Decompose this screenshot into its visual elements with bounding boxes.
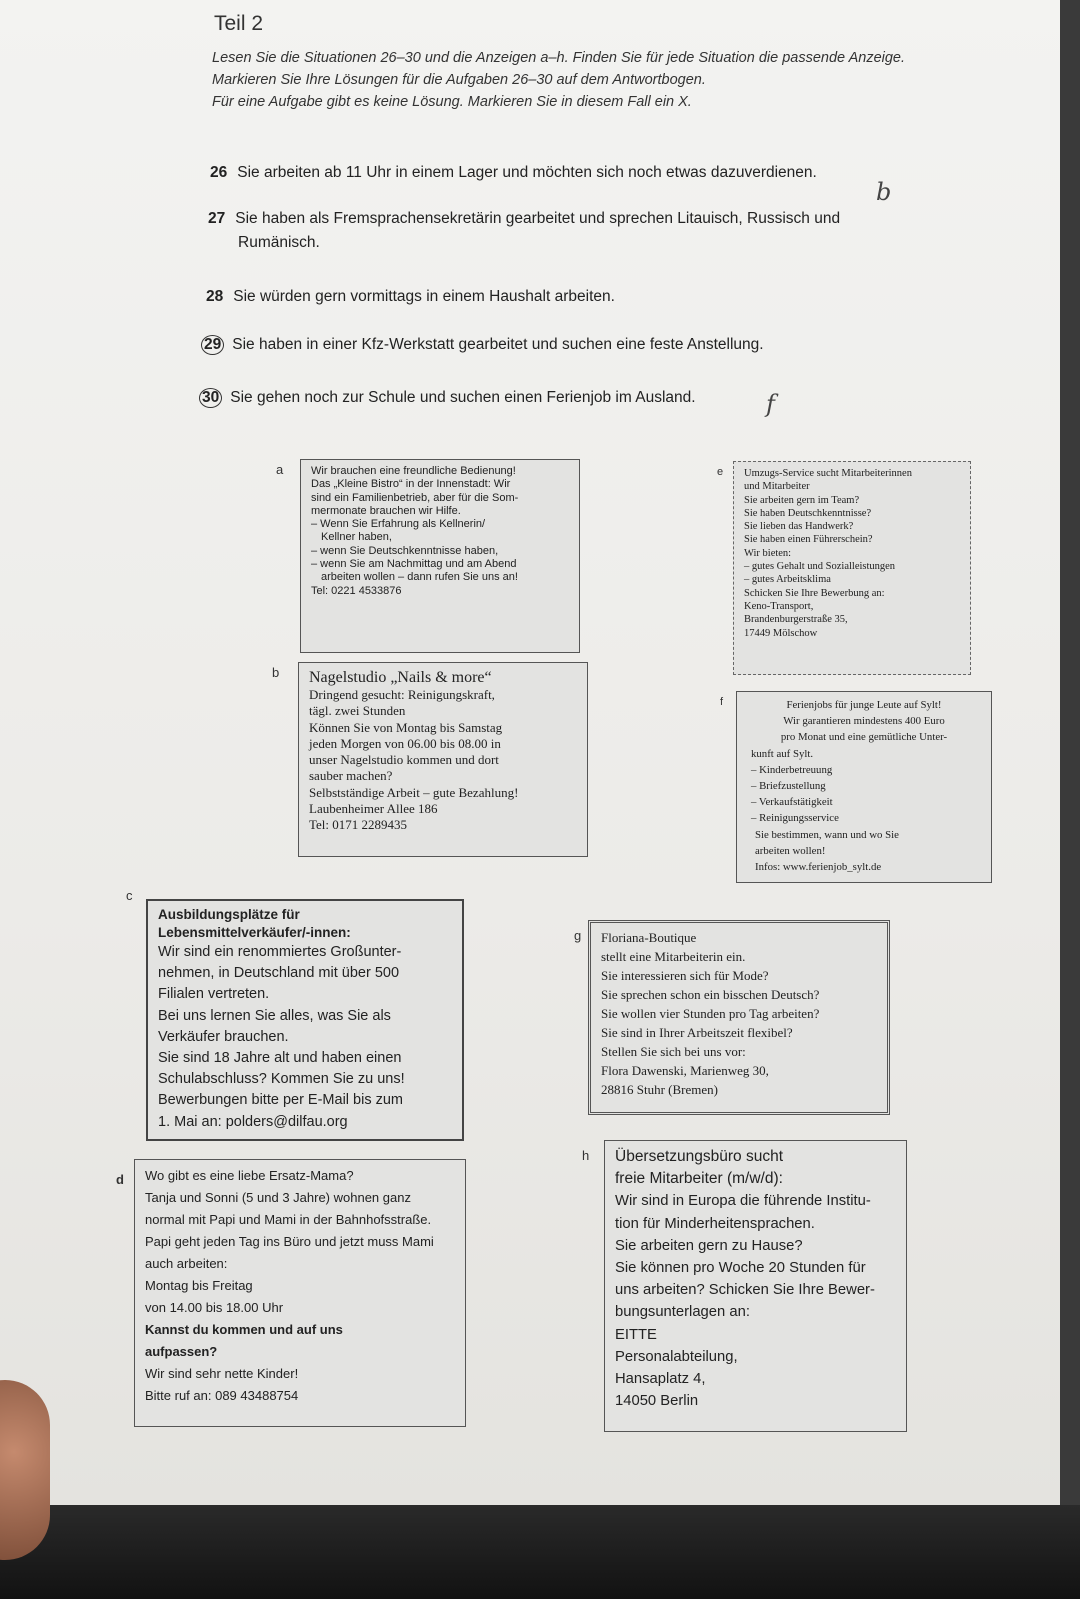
ad-line: – Briefzustellung xyxy=(751,780,826,793)
ad-line: sind ein Familienbetrieb, aber für die Som- xyxy=(311,491,519,504)
ad-line: – wenn Sie am Nachmittag und am Abend xyxy=(311,558,517,571)
ad-line: Tanja und Sonni (5 und 3 Jahre) wohnen ganz xyxy=(145,1190,411,1205)
ad-line: – Kinderbetreuung xyxy=(751,763,833,776)
ad-line: tion für Minderheitensprachen. xyxy=(615,1215,815,1232)
ad-line: Ferienjobs für junge Leute auf Sylt! xyxy=(786,699,942,711)
ad-line: auch arbeiten: xyxy=(145,1256,228,1271)
task-26 xyxy=(210,164,817,182)
ad-e-umzug xyxy=(733,461,971,675)
ad-line: Bewerbungen bitte per E-Mail bis zum xyxy=(158,1092,404,1109)
ad-line: Sie arbeiten gern im Team? xyxy=(744,494,860,506)
ad-line: Sie arbeiten gern zu Hause? xyxy=(615,1237,803,1254)
ad-line: Verkäufer brauchen. xyxy=(158,1028,289,1045)
ad-line: tägl. zwei Stunden xyxy=(309,703,406,719)
ad-line: uns arbeiten? Schicken Sie Ihre Bewer- xyxy=(615,1282,875,1299)
ad-title: Nagelstudio „Nails & more“ xyxy=(309,669,492,686)
ad-line: 17449 Mölschow xyxy=(744,627,818,639)
ad-line: Laubenheimer Allee 186 xyxy=(309,801,438,817)
ad-title: Lebensmittelverkäufer/-innen: xyxy=(158,925,351,940)
ad-line: Sie sind in Ihrer Arbeitszeit flexibel? xyxy=(601,1025,793,1040)
task-28 xyxy=(206,288,615,306)
ad-line: – Wenn Sie Erfahrung als Kellnerin/ xyxy=(311,518,486,531)
ad-letter-c: c xyxy=(126,888,133,903)
ad-line: Stellen Sie sich bei uns vor: xyxy=(601,1044,746,1059)
ad-line: 28816 Stuhr (Bremen) xyxy=(601,1082,718,1097)
task-number-circled: 29 xyxy=(201,335,224,355)
ad-line: Bei uns lernen Sie alles, was Sie als xyxy=(158,1007,391,1024)
ad-h-uebersetzung xyxy=(604,1140,907,1432)
ad-line: – wenn Sie Deutschkenntnisse haben, xyxy=(311,544,499,557)
ad-line: Sie können pro Woche 20 Stunden für xyxy=(615,1260,866,1277)
ad-line: normal mit Papi und Mami in der Bahnhofsstraße. xyxy=(145,1212,432,1227)
handwritten-answer-30: f xyxy=(766,390,775,418)
ad-line: Hansaplatz 4, xyxy=(615,1371,706,1388)
ad-title: Ausbildungsplätze für xyxy=(158,907,300,922)
desk-background xyxy=(0,1505,1080,1599)
ad-line: – Verkaufstätigkeit xyxy=(751,796,833,809)
task-number: 28 xyxy=(206,288,224,305)
ad-line: und Mitarbeiter xyxy=(744,481,810,493)
instruction-line-1: Lesen Sie die Situationen 26–30 und die Anzeigen a–h. Finden Sie für jede Situation die passende Anzeige. xyxy=(212,50,906,66)
ad-line: Wir sind sehr nette Kinder! xyxy=(145,1366,299,1381)
ad-line: Keno-Transport, xyxy=(744,600,814,612)
task-27-continued: Rumänisch. xyxy=(238,234,320,251)
ad-a-bistro xyxy=(300,459,580,653)
ad-c-ausbildung xyxy=(146,899,464,1141)
ad-line: Sie wollen vier Stunden pro Tag arbeiten? xyxy=(601,1006,820,1021)
finger-shape xyxy=(0,1380,50,1560)
ad-line: sauber machen? xyxy=(309,768,393,784)
ad-line: Wir sind in Europa die führende Institu- xyxy=(615,1193,871,1210)
ad-line: Montag bis Freitag xyxy=(145,1278,253,1293)
ad-line: Dringend gesucht: Reinigungskraft, xyxy=(309,687,495,702)
task-text: Sie haben als Fremsprachensekretärin gearbeitet und sprechen Litauisch, Russisch und xyxy=(235,210,841,227)
ad-title: Übersetzungsbüro sucht xyxy=(615,1148,784,1165)
ad-letter-d: d xyxy=(116,1172,124,1187)
ad-line: Sie sprechen schon ein bisschen Deutsch? xyxy=(601,987,820,1002)
task-text: Sie haben in einer Kfz-Werkstatt gearbeitet und suchen eine feste Anstellung. xyxy=(232,336,764,353)
task-text: Sie würden gern vormittags in einem Haushalt arbeiten. xyxy=(233,288,615,305)
ad-line: Schulabschluss? Kommen Sie zu uns! xyxy=(158,1071,405,1088)
task-text: Sie gehen noch zur Schule und suchen einen Ferienjob im Ausland. xyxy=(230,389,696,406)
instruction-line-3: Für eine Aufgabe gibt es keine Lösung. Markieren Sie in diesem Fall ein X. xyxy=(212,94,692,110)
ad-b-nagelstudio xyxy=(298,662,588,857)
ad-line: Brandenburgerstraße 35, xyxy=(744,614,848,626)
ad-line: Umzugs-Service sucht Mitarbeiterinnen xyxy=(744,468,912,479)
ad-line: 14050 Berlin xyxy=(615,1393,699,1410)
ad-letter-e: e xyxy=(717,466,724,478)
handwritten-answer-26: b xyxy=(876,178,892,206)
task-number: 26 xyxy=(210,164,228,181)
ad-line: Schicken Sie Ihre Bewerbung an: xyxy=(744,587,885,599)
ad-line: Sie interessieren sich für Mode? xyxy=(601,968,769,983)
ad-line: Flora Dawenski, Marienweg 30, xyxy=(601,1063,769,1078)
ad-line: Das „Kleine Bistro“ in der Innenstadt: Wir xyxy=(311,478,511,491)
ad-line: Tel: 0171 2289435 xyxy=(309,817,408,833)
ad-line: Personalabteilung, xyxy=(615,1348,738,1365)
ad-line: Wir brauchen eine freundliche Bedienung! xyxy=(311,465,516,477)
ad-line: Kellner haben, xyxy=(321,531,392,544)
task-text: Sie arbeiten ab 11 Uhr in einem Lager und möchten sich noch etwas dazuverdienen. xyxy=(237,164,817,181)
ad-line: stellt eine Mitarbeiterin ein. xyxy=(601,949,746,964)
ad-line: Wo gibt es eine liebe Ersatz-Mama? xyxy=(145,1168,354,1183)
ad-line: nehmen, in Deutschland mit über 500 xyxy=(158,965,400,982)
ad-letter-g: g xyxy=(574,928,582,943)
ad-line: Selbstständige Arbeit – gute Bezahlung! xyxy=(309,784,519,800)
ad-line: Sie lieben das Handwerk? xyxy=(744,521,854,533)
ad-line: jeden Morgen von 06.00 bis 08.00 in xyxy=(309,735,501,751)
ad-line: Wir sind ein renommiertes Großunter- xyxy=(158,944,402,960)
ad-line: von 14.00 bis 18.00 Uhr xyxy=(145,1300,284,1315)
task-29 xyxy=(201,335,764,355)
ad-d-ersatz-mama xyxy=(134,1159,466,1427)
ad-line: – Reinigungsservice xyxy=(751,812,839,825)
ad-line: Bitte ruf an: 089 43488754 xyxy=(145,1388,299,1403)
ad-letter-a: a xyxy=(276,462,284,477)
ad-line: 1. Mai an: polders@dilfau.org xyxy=(158,1113,348,1130)
task-27 xyxy=(208,210,840,228)
ad-line: Sie haben einen Führerschein? xyxy=(744,534,873,546)
ad-line: Sie sind 18 Jahre alt und haben einen xyxy=(158,1050,402,1067)
ad-line: pro Monat und eine gemütliche Unter- xyxy=(780,731,948,744)
ad-line: bungsunterlagen an: xyxy=(615,1304,750,1321)
ad-line: unser Nagelstudio kommen und dort xyxy=(309,752,499,768)
ad-line: Tel: 0221 4533876 xyxy=(311,584,402,597)
ad-line: Papi geht jeden Tag ins Büro und jetzt muss Mami xyxy=(145,1234,434,1249)
ad-letter-b: b xyxy=(272,665,280,680)
ad-line: kunft auf Sylt. xyxy=(751,747,814,760)
ad-line: Können Sie von Montag bis Samstag xyxy=(309,719,503,735)
ad-emphasis: aufpassen? xyxy=(145,1344,218,1359)
ad-line: mermonate brauchen wir Hilfe. xyxy=(311,504,461,517)
task-number-circled: 30 xyxy=(199,388,222,408)
ad-emphasis: Kannst du kommen und auf uns xyxy=(145,1322,343,1337)
ad-line: Floriana-Boutique xyxy=(601,930,697,945)
section-title: Teil 2 xyxy=(214,12,264,35)
task-number: 27 xyxy=(208,210,226,227)
ad-f-ferienjobs xyxy=(736,691,992,883)
ad-line: Wir bieten: xyxy=(744,547,792,559)
ad-letter-f: f xyxy=(720,696,724,708)
ad-line: Filialen vertreten. xyxy=(158,986,270,1003)
ad-line: Wir garantieren mindestens 400 Euro xyxy=(783,715,945,728)
ad-line: Sie haben Deutschkenntnisse? xyxy=(744,507,872,519)
ad-line: – gutes Arbeitsklima xyxy=(744,574,831,586)
instruction-line-2: Markieren Sie Ihre Lösungen für die Aufgaben 26–30 auf dem Antwortbogen. xyxy=(212,72,706,88)
ad-g-boutique xyxy=(588,920,890,1115)
ad-line: Sie bestimmen, wann und wo Sie xyxy=(755,828,899,841)
ad-line: arbeiten wollen! xyxy=(755,844,826,857)
ad-letter-h: h xyxy=(582,1148,590,1163)
ad-line: EITTE xyxy=(615,1326,657,1343)
ad-title: freie Mitarbeiter (m/w/d): xyxy=(615,1170,783,1188)
ad-line: Infos: www.ferienjob_sylt.de xyxy=(755,861,882,874)
ad-line: arbeiten wollen – dann rufen Sie uns an! xyxy=(321,571,518,584)
task-30 xyxy=(199,388,696,408)
ad-line: – gutes Gehalt und Sozialleistungen xyxy=(744,561,896,573)
